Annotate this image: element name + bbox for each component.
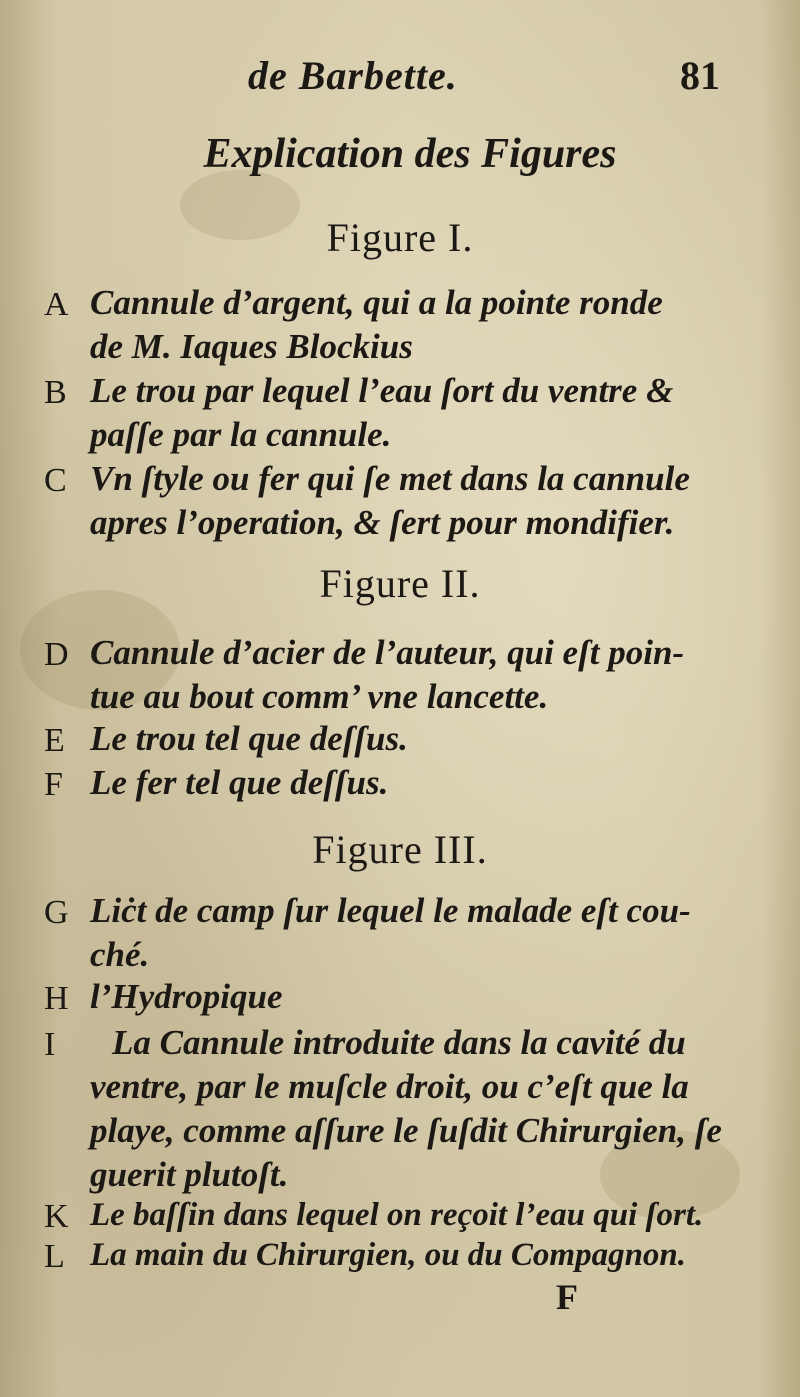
entry-letter: C — [44, 462, 67, 499]
signature-mark: F — [556, 1277, 578, 1317]
entry-letter: I — [44, 1026, 56, 1063]
legend-entry — [0, 1234, 800, 1294]
entry-line: Vn ſtyle ou fer qui ſe met dans la cannule — [90, 459, 690, 498]
entry-line: Cannule d’acier de l’auteur, qui eſt poin- — [90, 633, 685, 672]
entry-line: ché. — [90, 935, 150, 974]
running-head — [0, 52, 800, 112]
entry-line: La Cannule introduite dans la cavité du — [112, 1023, 686, 1062]
legend-entry — [0, 1022, 800, 1194]
entry-line: l’Hydropique — [90, 977, 283, 1016]
entry-line: ventre, par le muſcle droit, ou c’eſt que la — [90, 1067, 689, 1106]
entry-letter: G — [44, 894, 69, 931]
entry-line: playe, comme aſſure le ſuſdit Chirurgien, ſe — [90, 1111, 722, 1150]
entry-line: Le trou tel que deſſus. — [90, 719, 408, 758]
entry-letter: D — [44, 636, 69, 673]
legend-entry — [0, 282, 800, 366]
entry-letter: A — [44, 286, 69, 323]
legend-entry — [0, 370, 800, 454]
entry-line: guerit plutoſt. — [90, 1155, 289, 1194]
entry-letter: H — [44, 980, 69, 1017]
legend-entry — [0, 632, 800, 716]
entry-letter: K — [44, 1198, 69, 1235]
entry-line: Liċt de camp ſur lequel le malade eſt cou- — [90, 891, 691, 930]
entry-line: Cannule d’argent, qui a la pointe ronde — [90, 283, 663, 322]
legend-entry — [0, 458, 800, 542]
entry-letter: E — [44, 722, 65, 759]
entry-line: apres l’operation, & ſert pour mondifier. — [90, 503, 675, 542]
entry-line: paſſe par la cannule. — [90, 415, 392, 454]
figure-heading: Figure I. — [326, 215, 474, 260]
entry-line: de M. Iaques Blockius — [90, 327, 413, 366]
entry-line: Le trou par lequel l’eau ſort du ventre & — [90, 371, 674, 410]
entry-letter: F — [44, 766, 63, 803]
entry-line: tue au bout comm’ vne lancette. — [90, 677, 549, 716]
entry-letter: B — [44, 374, 67, 411]
entry-line: Le fer tel que deſſus. — [90, 763, 389, 802]
legend-entry — [0, 762, 800, 822]
entry-letter: L — [44, 1238, 65, 1275]
figure-heading: Figure III. — [312, 827, 488, 872]
entry-line: Le baſſin dans lequel on reçoit l’eau qui ſort. — [90, 1197, 704, 1233]
legend-entry — [0, 890, 800, 974]
page-number: 81 — [680, 53, 720, 98]
running-head-title: de Barbette. — [248, 53, 458, 98]
section-heading: Explication des Figures — [203, 131, 617, 177]
entry-line: La main du Chirurgien, ou du Compagnon. — [90, 1237, 687, 1273]
figure-heading: Figure II. — [319, 561, 481, 606]
